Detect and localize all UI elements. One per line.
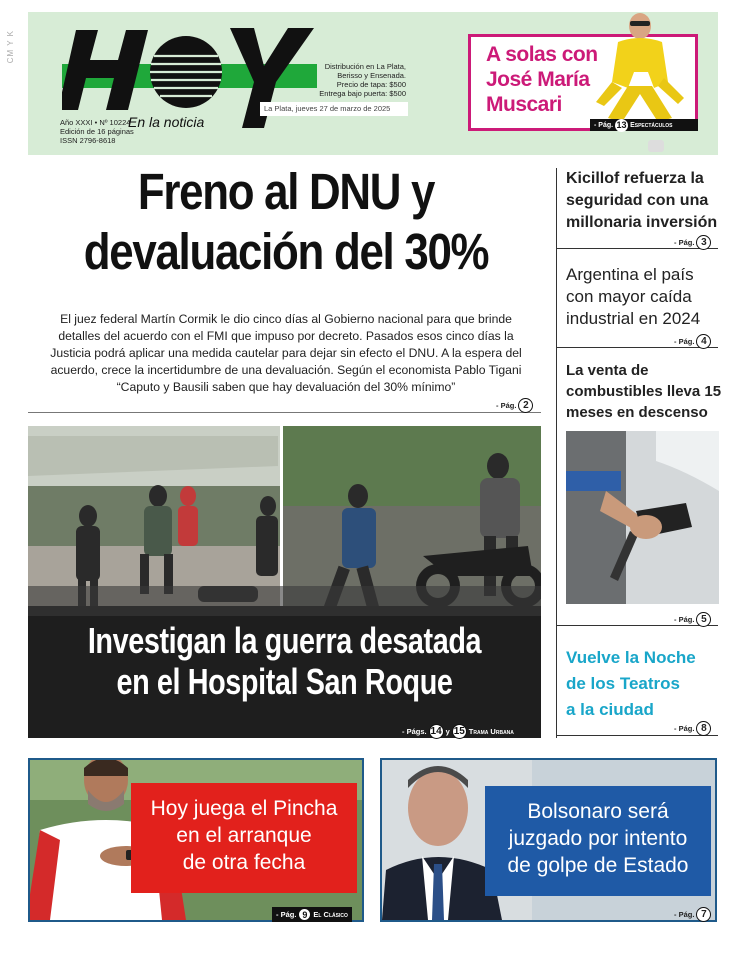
sidebar-story-industria[interactable] — [566, 264, 726, 330]
sidebar-title-line: meses en descenso — [566, 404, 708, 421]
page-label: - Pág. — [674, 910, 695, 919]
lead-line: detalles del acuerdo con el FMI que impuso por decreto. Pasados esos cinco días la — [58, 329, 514, 343]
lead-line: “Caputo y Bausili saben que hay devaluación del 30% mínimo” — [116, 380, 456, 394]
sidebar-title-line: combustibles lleva 15 — [566, 383, 722, 400]
bolsonaro-headline-line: juzgado por intento — [508, 827, 688, 850]
page-number-badge: 13 — [616, 120, 627, 130]
pincha-headline[interactable] — [131, 783, 357, 893]
page-number-badge: 14 — [430, 726, 442, 737]
promo-title-line: Muscari — [486, 93, 562, 116]
distribution-line: Distribución en La Plata, — [324, 62, 406, 71]
photo-headline[interactable] — [79, 620, 489, 702]
sidebar-title-line: industrial en 2024 — [566, 309, 701, 328]
photo-headline-line: Investigan la guerra desatada — [87, 620, 482, 661]
lead-line: El juez federal Martín Cormik le dio cinco días al Gobierno nacional para que brinde — [60, 312, 512, 326]
fuel-pump-illustration — [566, 431, 719, 604]
main-headline[interactable] — [64, 162, 508, 282]
issn: ISSN 2796-8618 — [60, 136, 116, 145]
page-label: - Pág. — [276, 910, 297, 919]
photo-headline-line: en el Hospital San Roque — [116, 661, 453, 702]
page-label: - Pág. — [674, 337, 695, 346]
sidebar-story-kicillof[interactable] — [566, 168, 726, 234]
sidebar-page-ref[interactable] — [674, 612, 711, 627]
page-number-badge: 5 — [696, 612, 711, 627]
photo-page-ref[interactable] — [402, 724, 514, 739]
delivery-price-line: Entrega bajo puerta: $500 — [319, 89, 406, 98]
page-number-badge: 2 — [518, 398, 533, 413]
page-label: - Pág. — [674, 724, 695, 733]
promo-page-ref[interactable] — [590, 119, 698, 131]
sidebar-title-line: con mayor caída — [566, 287, 692, 306]
pincha-page-ref[interactable] — [272, 907, 352, 922]
page-label: - Págs. — [402, 727, 427, 736]
sidebar-title-line: a la ciudad — [566, 700, 654, 719]
sidebar-title-line: seguridad con una — [566, 192, 709, 209]
distribution-line: Berisso y Ensenada. — [337, 71, 406, 80]
headline-line: devaluación del 30% — [83, 223, 489, 280]
pincha-headline-line: Hoy juega el Pincha — [150, 797, 338, 820]
main-page-ref[interactable] — [496, 398, 533, 413]
fuel-pump-photo[interactable] — [566, 431, 719, 604]
muscari-photo — [588, 6, 700, 156]
page-number-badge: 4 — [696, 334, 711, 349]
page-label: - Pág. — [674, 238, 695, 247]
pincha-headline-line: de otra fecha — [182, 851, 306, 874]
divider — [28, 412, 541, 413]
price-line: Precio de tapa: $500 — [336, 80, 406, 89]
sidebar-title-line: La venta de — [566, 362, 649, 379]
promo-title-line: A solas con — [486, 43, 598, 66]
sidebar-page-ref[interactable] — [674, 334, 711, 349]
bolsonaro-headline-line: Bolsonaro será — [527, 800, 669, 823]
sidebar-title-line: Argentina el país — [566, 265, 694, 284]
page-count: Edición de 16 páginas — [60, 127, 134, 136]
page-number-badge: 15 — [453, 726, 465, 737]
page-number-badge: 8 — [696, 721, 711, 736]
lead-line: Justicia podrá aplicar una medida cautelar para dejar sin efecto el DNU. A la espera del — [50, 346, 522, 360]
ref-separator: y — [445, 727, 450, 736]
issue-number: Año XXXI • Nº 10224 — [60, 118, 131, 127]
page-label: - Pág. — [594, 121, 614, 129]
sidebar-story-teatros[interactable] — [566, 645, 726, 723]
column-divider — [556, 168, 557, 738]
page-number-badge: 9 — [298, 908, 311, 921]
page-number-badge: 3 — [696, 235, 711, 250]
sidebar-title-line: de los Teatros — [566, 674, 680, 693]
logo-letter-h — [62, 30, 148, 110]
logo-tagline: En la noticia — [128, 114, 205, 130]
headline-line: Freno al DNU y — [137, 163, 435, 220]
pincha-headline-line: en el arranque — [176, 824, 312, 847]
section-label: Espectáculos — [630, 121, 673, 129]
sidebar-page-ref[interactable] — [674, 235, 711, 250]
print-registration-mark: CM Y K — [6, 30, 15, 64]
bolsonaro-headline[interactable] — [485, 786, 711, 896]
lead-line: acuerdo, crece la incertidumbre de una devaluación. Según el economista Pablo Tigani — [50, 363, 522, 377]
issue-date: La Plata, jueves 27 de marzo de 2025 — [260, 102, 408, 116]
main-lead — [30, 311, 542, 396]
logo-letter-o — [150, 36, 222, 108]
section-label: El Clásico — [313, 910, 348, 919]
page-number-badge: 7 — [696, 907, 711, 922]
section-label: Trama Urbana — [468, 727, 514, 736]
sidebar-page-ref[interactable] — [674, 721, 711, 736]
sidebar-title-line: millonaria inversión — [566, 214, 718, 231]
bolsonaro-headline-line: de golpe de Estado — [507, 854, 689, 877]
page-label: - Pág. — [496, 401, 517, 410]
bolsonaro-page-ref[interactable] — [674, 907, 711, 922]
sidebar-title-line: Vuelve la Noche — [566, 648, 696, 667]
page-label: - Pág. — [674, 615, 695, 624]
sidebar-title-line: Kicillof refuerza la — [566, 170, 704, 187]
sidebar-story-combustibles[interactable] — [566, 360, 726, 423]
promo-title-line: José María — [486, 68, 590, 91]
